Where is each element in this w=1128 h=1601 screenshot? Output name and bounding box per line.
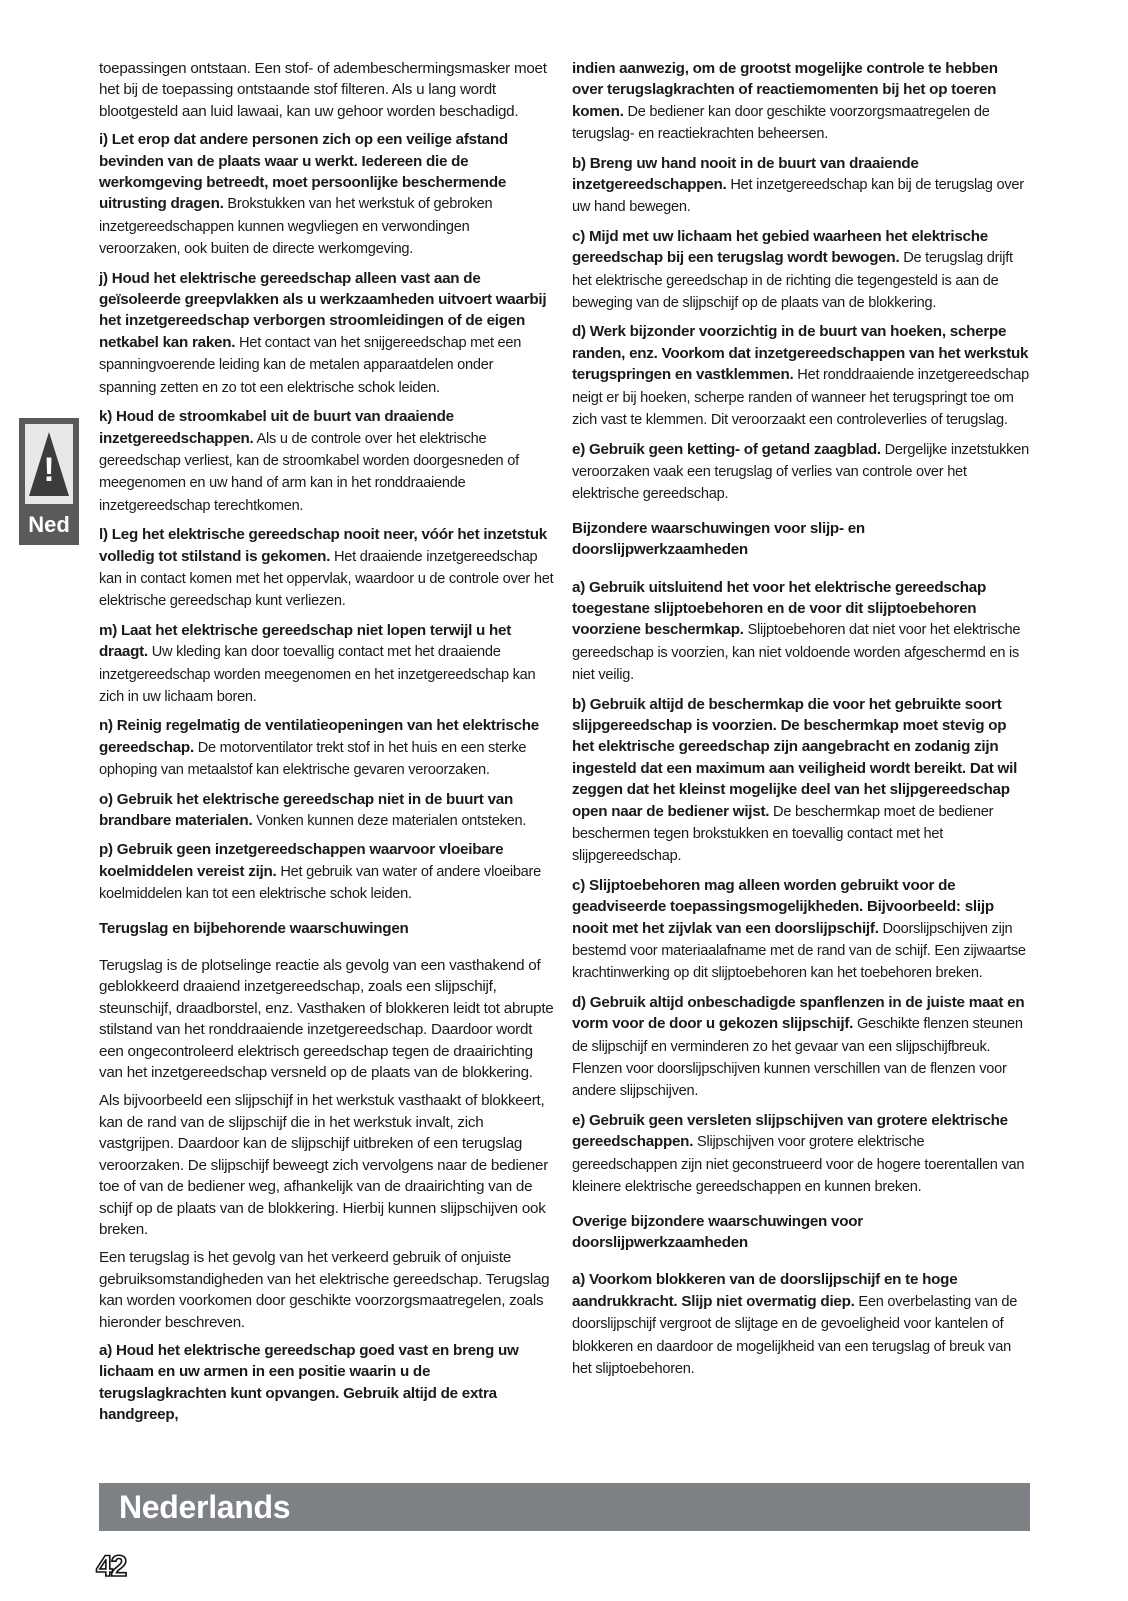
- warning-i: [99, 129, 554, 260]
- grinding-warning-c: [572, 875, 1030, 985]
- kickback-warning-a: [99, 1340, 554, 1426]
- warning-j-title: j) Houd het elektrische gereedschap alleen vast aan de geïsoleerde greepvlakken als u werkzaamheden uitvoert waarbij het inzetgereedschap verborgen stroomleidingen of de eigen netkabel kan raken.: [99, 269, 547, 351]
- language-side-tab: [19, 418, 79, 545]
- grinding-warning-a: [572, 577, 1030, 687]
- kickback-warning-e: [572, 439, 1030, 506]
- kickback-warning-b: [572, 153, 1030, 219]
- grinding-warning-a-title: a) Gebruik uitsluitend het voor het elektrische gereedschap toegestane slijptoebehoren en de voor dit slijptoebehoren voorziene beschermkap.: [572, 578, 986, 639]
- cutting-warning-a: [572, 1269, 1030, 1380]
- page-number: 42: [96, 1550, 126, 1583]
- kickback-warning-e-text: Dergelijke inzetstukken veroorzaken vaak een terugslag of verlies van controle over het elektrische gereedschap.: [572, 441, 1029, 503]
- grinding-warning-c-text: Doorslijpschijven zijn bestemd voor materiaalafname met de rand van de schijf. Een zijwaartse krachtinwerking op dit slijptoebehoren kan het toebehoren breken.: [572, 920, 1026, 982]
- warning-m-text: Uw kleding kan door toevallig contact met het draaiende inzetgereedschap worden meegenomen en het inzetgereedschap kan zich in uw lichaam boren.: [99, 644, 536, 705]
- right-column: [572, 58, 1030, 1387]
- footer-language-band: [99, 1483, 1030, 1531]
- grinding-warning-e-title: e) Gebruik geen versleten slijpschijven van grotere elektrische gereedschappen.: [572, 1111, 1008, 1151]
- warning-o-title: o) Gebruik het elektrische gereedschap niet in de buurt van brandbare materialen.: [99, 790, 513, 829]
- section-heading-cutting: Overige bijzondere waarschuwingen voor doorslijpwerkzaamheden: [572, 1212, 863, 1251]
- warning-k-text: Als u de controle over het elektrische gereedschap verliest, kan de stroomkabel worden doorgesneden of meegenomen en uw hand of arm kan in het ronddraaiende inzetgereedschap terechtkomen.: [99, 430, 519, 514]
- warning-j: [99, 268, 554, 399]
- grinding-warning-b: [572, 694, 1030, 868]
- kickback-paragraph-2: Als bijvoorbeeld een slijpschijf in het werkstuk vasthaakt of blokkeert, kan de rand van de slijpschijf die in het werkstuk invalt, zich vastgrijpen. Daardoor kan de slijpschijf uitbreken of een terugslag veroorzaken. De slijpschijf beweegt zich vervolgens naar de bediener toe of van de bediener weg, afhankelijk van de draairichting van de schijf op de plaats van de blokkering. Hierbij kunnen slijpschijven ook breken.: [99, 1092, 549, 1238]
- grinding-warning-e: [572, 1110, 1030, 1199]
- warning-n-text: De motorventilator trekt stof in het huis en een sterke ophoping van metaalstof kan elektrische gevaren veroorzaken.: [99, 739, 527, 779]
- kickback-warning-a-continued: [572, 58, 1030, 146]
- kickback-warning-a-cont-title: indien aanwezig, om de grootst mogelijke controle te hebben over terugslagkrachten of reactiemomenten bij het op toeren komen.: [572, 60, 998, 120]
- kickback-warning-c: [572, 226, 1030, 315]
- kickback-warning-b-title: b) Breng uw hand nooit in de buurt van draaiende inzetgereedschappen.: [572, 154, 919, 194]
- warning-j-text: Het contact van het snijgereedschap met een spanningvoerende leiding kan de metalen apparaatdelen onder spanning zetten en zo tot een elektrische schok leiden.: [99, 334, 522, 396]
- kickback-warning-d: [572, 321, 1030, 431]
- section-heading-kickback: Terugslag en bijbehorende waarschuwingen: [99, 919, 409, 937]
- grinding-warning-a-text: Slijptoebehoren dat niet voor het elektrische gereedschap is voorzien, kan niet voldoende worden afgeschermd en is niet veilig.: [572, 622, 1021, 684]
- kickback-paragraph-3: Een terugslag is het gevolg van het verkeerd gebruik of onjuiste gebruiksomstandigheden van het elektrische gereedschap. Terugslag kan worden voorkomen door geschikte voorzorgsmaatregelen, zoals hieronder beschreven.: [99, 1249, 550, 1331]
- grinding-warning-b-text: De beschermkap moet de bediener beschermen tegen brokstukken en toevallig contact met het slijpgereedschap.: [572, 803, 994, 865]
- warning-o-text: Vonken kunnen deze materialen ontsteken.: [252, 813, 527, 829]
- warning-p-title: p) Gebruik geen inzetgereedschappen waarvoor vloeibare koelmiddelen vereist zijn.: [99, 841, 504, 880]
- paragraph-intro: toepassingen ontstaan. Een stof- of adembeschermingsmasker moet het bij de toepassing ontstaande stof filteren. Als u lang wordt blootgesteld aan luid lawaai, kan uw gehoor worden beschadigd.: [99, 60, 547, 120]
- grinding-warning-d-text: Geschikte flenzen steunen de slijpschijf en verminderen zo het gevaar van een slijpschijfbreuk. Flenzen voor doorslijpschijven kunnen verschillen van de flenzen voor andere slijpschijven.: [572, 1016, 1023, 1100]
- kickback-warning-c-title: c) Mijd met uw lichaam het gebied waarheen het elektrische gereedschap bij een terugslag wordt bewogen.: [572, 227, 988, 267]
- warning-n: [99, 715, 554, 781]
- kickback-paragraph-1: Terugslag is de plotselinge reactie als gevolg van een vasthakend of geblokkeerd draaiend inzetgereedschap, zoals een slijpschijf, steunschijf, draadborstel, enz. Vasthaken of blokkeren leidt tot abrupte stilstand van het ronddraaiende inzetgereedschap. Daardoor wordt een ongecontroleerd elektrisch gereedschap tegen de draairichting van het inzetgereedschap versneld op de plaats van de blokkering.: [99, 957, 554, 1082]
- warning-box: [25, 424, 73, 504]
- grinding-warning-d-title: d) Gebruik altijd onbeschadigde spanflenzen in de juiste maat en vorm voor de door u gekozen slijpschijf.: [572, 993, 1025, 1033]
- kickback-warning-d-title: d) Werk bijzonder voorzichtig in de buurt van hoeken, scherpe randen, enz. Voorkom dat inzetgereedschappen van het werkstuk terugspringen en vastklemmen.: [572, 323, 1029, 384]
- warning-i-title: i) Let erop dat andere personen zich op een veilige afstand bevinden van de plaats waar u werkt. Iedereen die de werkomgeving betreedt, moet persoonlijke beschermende uitrusting dragen.: [99, 131, 508, 213]
- left-column: [99, 58, 554, 1433]
- kickback-warning-e-title: e) Gebruik geen ketting- of getand zaagblad.: [572, 440, 881, 458]
- grinding-warning-d: [572, 992, 1030, 1103]
- grinding-warning-e-text: Slijpschijven voor grotere elektrische gereedschappen zijn niet geconstrueerd voor de hogere toerentallen van kleinere elektrische gereedschappen en kunnen breken.: [572, 1134, 1025, 1196]
- warning-o: [99, 789, 554, 833]
- footer-language-title: Nederlands: [119, 1489, 291, 1525]
- kickback-warning-a-title: a) Houd het elektrische gereedschap goed vast en breng uw lichaam en uw armen in een positie waarin u de terugslagkrachten kunt opvangen. Gebruik altijd de extra handgreep,: [99, 1341, 519, 1424]
- cutting-warning-a-text: Een overbelasting van de doorslijpschijf vergroot de slijtage en de gevoeligheid voor kantelen of blokkeren en daardoor de mogelijkheid van een terugslag of breuk van het slijptoebehoren.: [572, 1293, 1018, 1377]
- kickback-warning-b-text: Het inzetgereedschap kan bij de terugslag over uw hand bewegen.: [572, 177, 1024, 216]
- warning-p-text: Het gebruik van water of andere vloeibare koelmiddelen kan tot een elektrische schok leiden.: [99, 863, 542, 903]
- exclamation-mark: !: [43, 451, 55, 489]
- warning-p: [99, 839, 554, 905]
- section-heading-grinding: Bijzondere waarschuwingen voor slijp- en doorslijpwerkzaamheden: [572, 519, 865, 559]
- grinding-warning-b-title: b) Gebruik altijd de beschermkap die voor het gebruikte soort slijpgereedschap is voorzien. De beschermkap moet stevig op het elektrische gereedschap zijn aangebracht en zodanig zijn ingesteld dat een maximum aan veiligheid wordt bereikt. Dat wil zeggen dat het kleinst mogelijke deel van het slijpgereedschap open naar de bediener wijst.: [572, 695, 1018, 820]
- warning-k-title: k) Houd de stroomkabel uit de buurt van draaiende inzetgereedschappen.: [99, 408, 454, 447]
- warning-i-text: Brokstukken van het werkstuk of gebroken inzetgereedschappen kunnen wegvliegen en verwondingen veroorzaken, ook buiten de directe werkomgeving.: [99, 196, 493, 258]
- cutting-warning-a-title: a) Voorkom blokkeren van de doorslijpschijf en te hoge aandrukkracht. Slijp niet overmatig diep.: [572, 1271, 958, 1310]
- warning-m-title: m) Laat het elektrische gereedschap niet lopen terwijl u het draagt.: [99, 621, 512, 661]
- warning-n-title: n) Reinig regelmatig de ventilatieopeningen van het elektrische gereedschap.: [99, 717, 539, 756]
- warning-k: [99, 406, 554, 517]
- warning-l-title: l) Leg het elektrische gereedschap nooit neer, vóór het inzetstuk volledig tot stilstand is gekomen.: [99, 526, 547, 565]
- kickback-warning-d-text: Het ronddraaiende inzetgereedschap neigt er bij hoeken, scherpe randen of wanneer het terugspringt toe om zich vast te klemmen. Dit veroorzaakt een controleverlies of terugslag.: [572, 367, 1029, 429]
- kickback-warning-a-cont-text: De bediener kan door geschikte voorzorgsmaatregelen de terugslag- en reactiekrachten beheersen.: [572, 103, 990, 143]
- grinding-warning-c-title: c) Slijptoebehoren mag alleen worden gebruikt voor de geadviseerde toepassingsmogelijkheden. Bijvoorbeeld: slijp nooit met het zijvlak van een doorslijpschijf.: [572, 876, 994, 937]
- kickback-warning-c-text: De terugslag drijft het elektrische gereedschap in de richting die tegengesteld is aan de beweging van de slijpschijf op de plaats van de blokkering.: [572, 250, 1013, 312]
- warning-l-text: Het draaiende inzetgereedschap kan in contact komen met het oppervlak, waardoor u de controle over het elektrische gereedschap kunt verliezen.: [99, 548, 554, 610]
- warning-m: [99, 620, 554, 709]
- warning-l: [99, 524, 554, 613]
- language-tab-label: Ned: [28, 512, 70, 537]
